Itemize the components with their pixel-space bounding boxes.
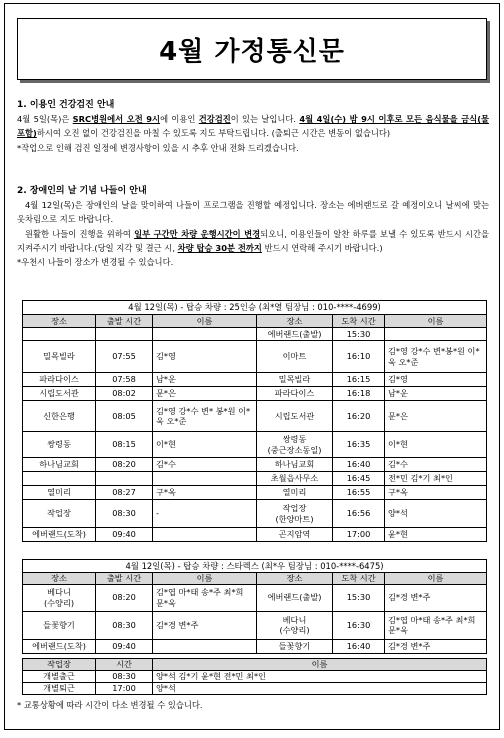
table-cell: 에버랜드(출발) — [257, 584, 333, 611]
table-cell: 08:30 — [96, 500, 153, 528]
route2-table-wrap — [22, 559, 486, 654]
table-cell: 양*석 — [385, 500, 487, 528]
table-cell: 작업장 — [23, 500, 96, 528]
column-header: 이름 — [153, 573, 257, 585]
table-row — [23, 584, 487, 611]
table-cell: 작업장 (한양마트) — [257, 500, 333, 528]
table-cell: 16:45 — [333, 472, 385, 486]
table-cell: 베다니 (수양리) — [257, 611, 333, 639]
table-cell — [96, 328, 153, 341]
table-cell: 윤*현 — [385, 528, 487, 542]
table-cell: 08:27 — [96, 486, 153, 500]
table-cell: 구*옥 — [385, 486, 487, 500]
table-cell: 이마트 — [257, 341, 333, 373]
table-row — [23, 341, 487, 373]
column-header: 장소 — [23, 573, 96, 585]
table-row — [23, 328, 487, 341]
table-cell: 양*석 — [153, 683, 487, 695]
column-header: 장소 — [257, 573, 333, 585]
table-cell: 곤지암역 — [257, 528, 333, 542]
table-cell: 16:55 — [333, 486, 385, 500]
column-header: 이름 — [385, 573, 487, 585]
table-cell: 16:56 — [333, 500, 385, 528]
column-header: 출발 시간 — [96, 573, 153, 585]
table-cell — [385, 328, 487, 341]
table-cell: 에버랜드(출발) — [257, 328, 333, 341]
table-cell — [153, 328, 257, 341]
table-row — [23, 683, 487, 695]
text-segment: 반드시 연락해 주시기 바랍니다.) — [261, 242, 383, 253]
table-cell: 08:30 — [96, 671, 153, 683]
table-row — [23, 639, 487, 653]
table-cell: 개별퇴근 — [23, 683, 96, 695]
table-cell: 17:00 — [96, 683, 153, 695]
emphasis-hospital: SRC병원에서 오전 9시 — [72, 114, 161, 125]
table-cell — [96, 472, 153, 486]
table-cell: 초월읍사무소 — [257, 472, 333, 486]
emphasis-checkup: 건강검진 — [198, 114, 231, 125]
section2-paragraph1: 4월 12일(목)은 장애인의 날을 맞이하여 나들이 프로그램을 진행할 예정입니다. 장소는 에버랜드로 갈 예정이오니 날씨에 맞는 옷차림으로 지도 바랍니다. — [17, 200, 489, 225]
emphasis-fasting: 4월 4일(수) 밤 9시 이후로 모든 음식물을 금식(물 포함) — [17, 114, 490, 139]
column-header: 장소 — [23, 315, 96, 328]
table-cell: 문*은 — [153, 387, 257, 401]
table-cell: 구*옥 — [153, 486, 257, 500]
table-cell: 남*운 — [385, 387, 487, 401]
table-row — [23, 432, 487, 458]
table-row — [23, 671, 487, 683]
table-cell: 쌍령동 — [23, 432, 96, 458]
table-cell: 17:00 — [333, 528, 385, 542]
route3-table — [22, 658, 487, 695]
table-cell: 김*영 강*수 변* 봉*원 이*욱 오*준 — [153, 401, 257, 432]
text-segment: 원활한 나들이 진행을 위하여 — [25, 228, 135, 239]
table-cell — [153, 472, 257, 486]
table-cell: 08:05 — [96, 401, 153, 432]
route2-table — [22, 559, 487, 654]
table-cell: 김*영 — [153, 341, 257, 373]
table-cell: 에버랜드(도착) — [23, 639, 96, 653]
table-cell: 밀목빌라 — [23, 341, 96, 373]
table-cell: 김*경 변*주 — [385, 639, 487, 653]
table-cell: 15:30 — [333, 328, 385, 341]
table-cell — [23, 328, 96, 341]
table-cell: 들꽃향기 — [257, 639, 333, 653]
table-cell: 08:15 — [96, 432, 153, 458]
table-cell: 파라다이스 — [257, 387, 333, 401]
table-cell: 16:40 — [333, 639, 385, 653]
table-cell: 에버랜드(도착) — [23, 528, 96, 542]
table-cell: 열미리 — [257, 486, 333, 500]
table-cell: 문*은 — [385, 401, 487, 432]
table-cell: 16:15 — [333, 373, 385, 387]
column-header: 이름 — [153, 315, 257, 328]
column-header: 출발 시간 — [96, 315, 153, 328]
table-cell: 08:20 — [96, 584, 153, 611]
column-header: 이름 — [385, 315, 487, 328]
table-cell: 시립도서관 — [23, 387, 96, 401]
table-cell: 김*경 변*주 — [153, 611, 257, 639]
table-row — [23, 373, 487, 387]
column-header: 장소 — [257, 315, 333, 328]
section1-note: *작업으로 인해 검진 일정에 변경사항이 있을 시 추후 안내 전화 드리겠습니다. — [17, 142, 299, 153]
table-cell: 하나님교회 — [257, 458, 333, 472]
text-segment: 이 있는 날입니다. — [230, 114, 300, 125]
page-title: 4월 가정통신문 — [159, 36, 345, 67]
table-cell: 16:35 — [333, 432, 385, 458]
table-row — [23, 472, 487, 486]
table-row — [23, 486, 487, 500]
table-cell: 김*수 — [153, 458, 257, 472]
column-header: 이름 — [153, 659, 487, 671]
table-cell — [153, 528, 257, 542]
table-cell: 남*운 — [153, 373, 257, 387]
table-cell: 베다니 (수양리) — [23, 584, 96, 611]
text-segment: 하시여 오진 없이 건강검진을 마칠 수 있도록 지도 부탁드립니다. (출퇴근 시간은 변동이 없습니다) — [36, 128, 391, 139]
emphasis-schedule-change: 일부 구간만 차량 운행시간이 변경 — [134, 228, 261, 239]
table-cell: 16:30 — [333, 611, 385, 639]
table-cell: - — [153, 500, 257, 528]
document-page — [4, 3, 500, 730]
table-cell: 08:20 — [96, 458, 153, 472]
table-cell: 전*민 김*기 최*인 — [385, 472, 487, 486]
emphasis-30min: 차량 탑승 30분 전까지 — [177, 242, 262, 253]
table-cell: 15:30 — [333, 584, 385, 611]
text-segment: 되오니, 이용인들이 알찬 하루를 보낼 수 있도록 반드시 시간을 지켜주시기 바랍니다.(당일 지각 및 결근 시, — [17, 228, 490, 253]
table-cell: 양*석 김*기 윤*현 전*민 최*인 — [153, 671, 487, 683]
table-cell: 08:02 — [96, 387, 153, 401]
column-header: 시간 — [96, 659, 153, 671]
table-cell: 개별출근 — [23, 671, 96, 683]
route1-title: 4월 12일(목) - 탑승 차량 : 25인승 (최*열 팀장님 : 010-****-4699) — [23, 301, 487, 315]
table-cell: 김*영 — [385, 373, 487, 387]
table-cell: 16:20 — [333, 401, 385, 432]
text-segment: 에 이용인 — [160, 114, 199, 125]
table-cell: 08:30 — [96, 611, 153, 639]
table-cell: 김*경 변*주 — [385, 584, 487, 611]
title-box — [17, 18, 487, 80]
route2-title: 4월 12일(목) - 탑승 차량 : 스타렉스 (최*우 팀장님 : 010-****-6475) — [23, 560, 487, 573]
table-cell: 09:40 — [96, 639, 153, 653]
table-row — [23, 611, 487, 639]
footnote: * 교통상황에 따라 시간이 다소 변경될 수 있습니다. — [17, 700, 203, 710]
table-cell: 열미리 — [23, 486, 96, 500]
table-row — [23, 528, 487, 542]
section2-heading: 2. 장애인의 날 기념 나들이 안내 — [17, 186, 147, 196]
table-row — [23, 500, 487, 528]
table-cell: 김*영 강*수 변*봉*원 이*욱 오*준 — [385, 341, 487, 373]
column-header: 작업장 — [23, 659, 96, 671]
health-check-section — [17, 98, 489, 155]
section2-note: *우천시 나들이 장소가 변경될 수 있습니다. — [17, 257, 174, 268]
outing-section — [17, 184, 489, 269]
table-cell: 16:18 — [333, 387, 385, 401]
table-cell — [153, 639, 257, 653]
text-segment: 4월 5일(목)은 — [17, 114, 73, 125]
table-cell: 들꽃향기 — [23, 611, 96, 639]
table-cell: 이*현 — [153, 432, 257, 458]
table-cell: 09:40 — [96, 528, 153, 542]
table-cell: 16:10 — [333, 341, 385, 373]
section2-paragraph2 — [17, 227, 489, 255]
table-cell: 김*엽 마*태 송*주 최*희 문*욱 — [153, 584, 257, 611]
table-cell: 이*현 — [385, 432, 487, 458]
table-cell: 파라다이스 — [23, 373, 96, 387]
table-cell: 신한은행 — [23, 401, 96, 432]
table-cell — [23, 472, 96, 486]
table-row — [23, 458, 487, 472]
table-cell: 김*수 — [385, 458, 487, 472]
route1-table-wrap — [22, 300, 486, 542]
table-row — [23, 387, 487, 401]
section1-heading: 1. 이용인 건강검진 안내 — [17, 100, 115, 110]
table-cell: 07:55 — [96, 341, 153, 373]
table-cell: 16:40 — [333, 458, 385, 472]
column-header: 도착 시간 — [333, 573, 385, 585]
table-cell: 하나님교회 — [23, 458, 96, 472]
column-header: 도착 시간 — [333, 315, 385, 328]
table-cell: 김*엽 마*태 송*주 최*희 문*욱 — [385, 611, 487, 639]
route3-table-wrap — [22, 658, 486, 695]
table-row — [23, 401, 487, 432]
route1-table — [22, 300, 487, 542]
table-cell: 밀목빌라 — [257, 373, 333, 387]
table-cell: 시립도서관 — [257, 401, 333, 432]
section1-paragraph — [17, 112, 489, 140]
table-cell: 쌍령동 (중근장소동일) — [257, 432, 333, 458]
table-cell: 07:58 — [96, 373, 153, 387]
